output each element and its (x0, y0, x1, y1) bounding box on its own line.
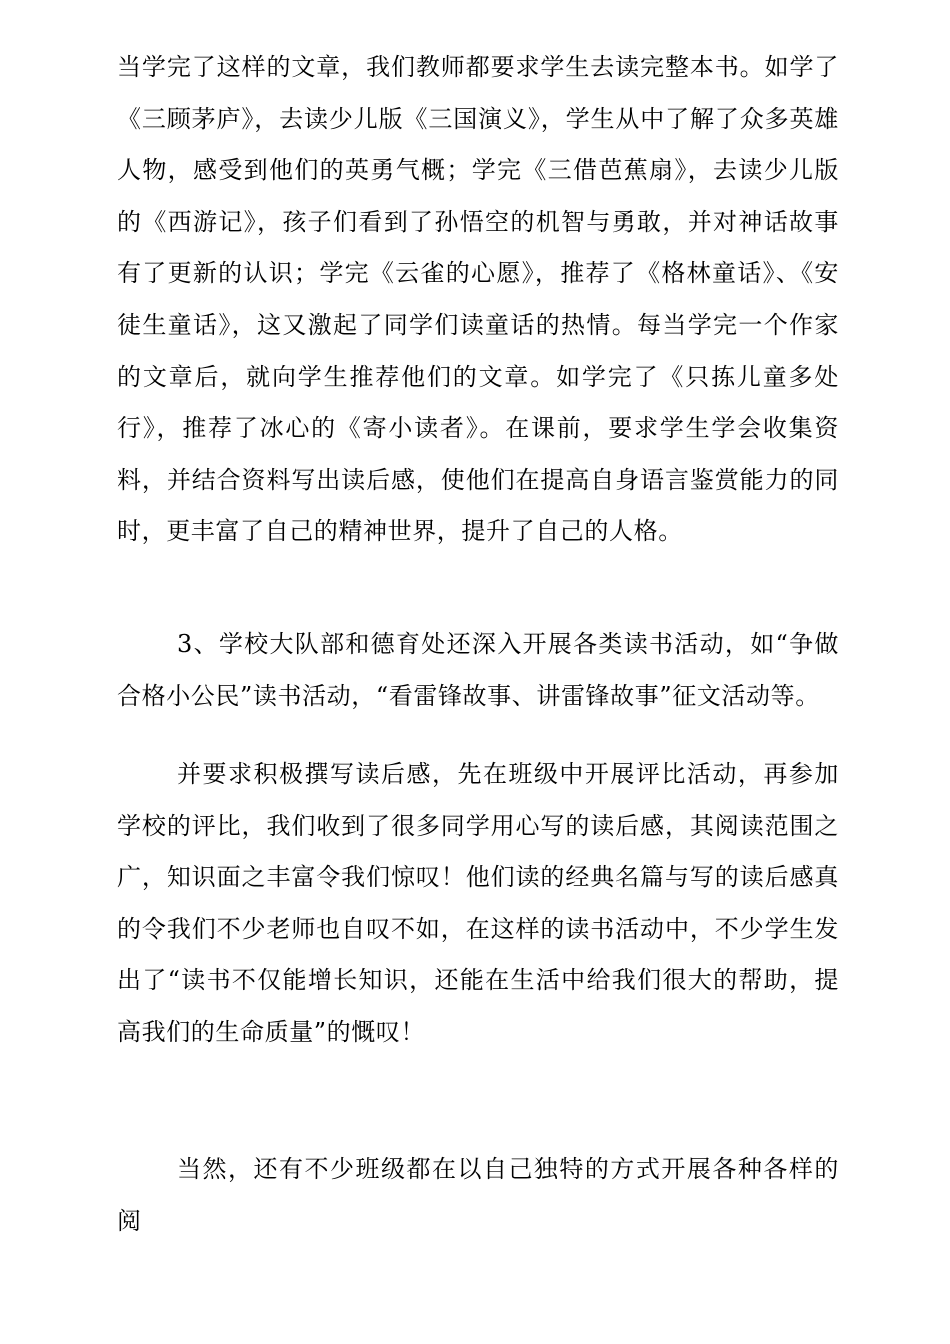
paragraph-class-activities: 当然，还有不少班级都在以自己独特的方式开展各种各样的阅 (117, 1155, 839, 1235)
paragraph-reading-reflections: 并要求积极撰写读后感，先在班级中开展评比活动，再参加学校的评比，我们收到了很多同学用心写的读后感，其阅读范围之广，知识面之丰富令我们惊叹！他们读的经典名篇与写的读后感真的令我们不少老师也自叹不如，在这样的读书活动中，不少学生发出了“读书不仅能增长知识，还能在生活中给我们很大的帮助，提高我们的生命质量”的慨叹！ (117, 760, 839, 1046)
paragraph-reading-books: 当学完了这样的文章，我们教师都要求学生去读完整本书。如学了《三顾茅庐》，去读少儿版《三国演义》，学生从中了解了众多英雄人物，感受到他们的英勇气概；学完《三借芭蕉扇》，去读少儿版的《西游记》，孩子们看到了孙悟空的机智与勇敢，并对神话故事有了更新的认识；学完《云雀的心愿》，推荐了《格林童话》、《安徒生童话》，这又激起了同学们读童话的热情。每当学完一个作家的文章后，就向学生推荐他们的文章。如学完了《只拣儿童多处行》，推荐了冰心的《寄小读者》。在课前，要求学生学会收集资料，并结合资料写出读后感，使他们在提高自身语言鉴赏能力的同时，更丰富了自己的精神世界，提升了自己的人格。 (117, 53, 839, 546)
paragraph-reading-activities: 3、学校大队部和德育处还深入开展各类读书活动，如“争做合格小公民”读书活动，“看雷锋故事、讲雷锋故事”征文活动等。 (117, 630, 839, 710)
